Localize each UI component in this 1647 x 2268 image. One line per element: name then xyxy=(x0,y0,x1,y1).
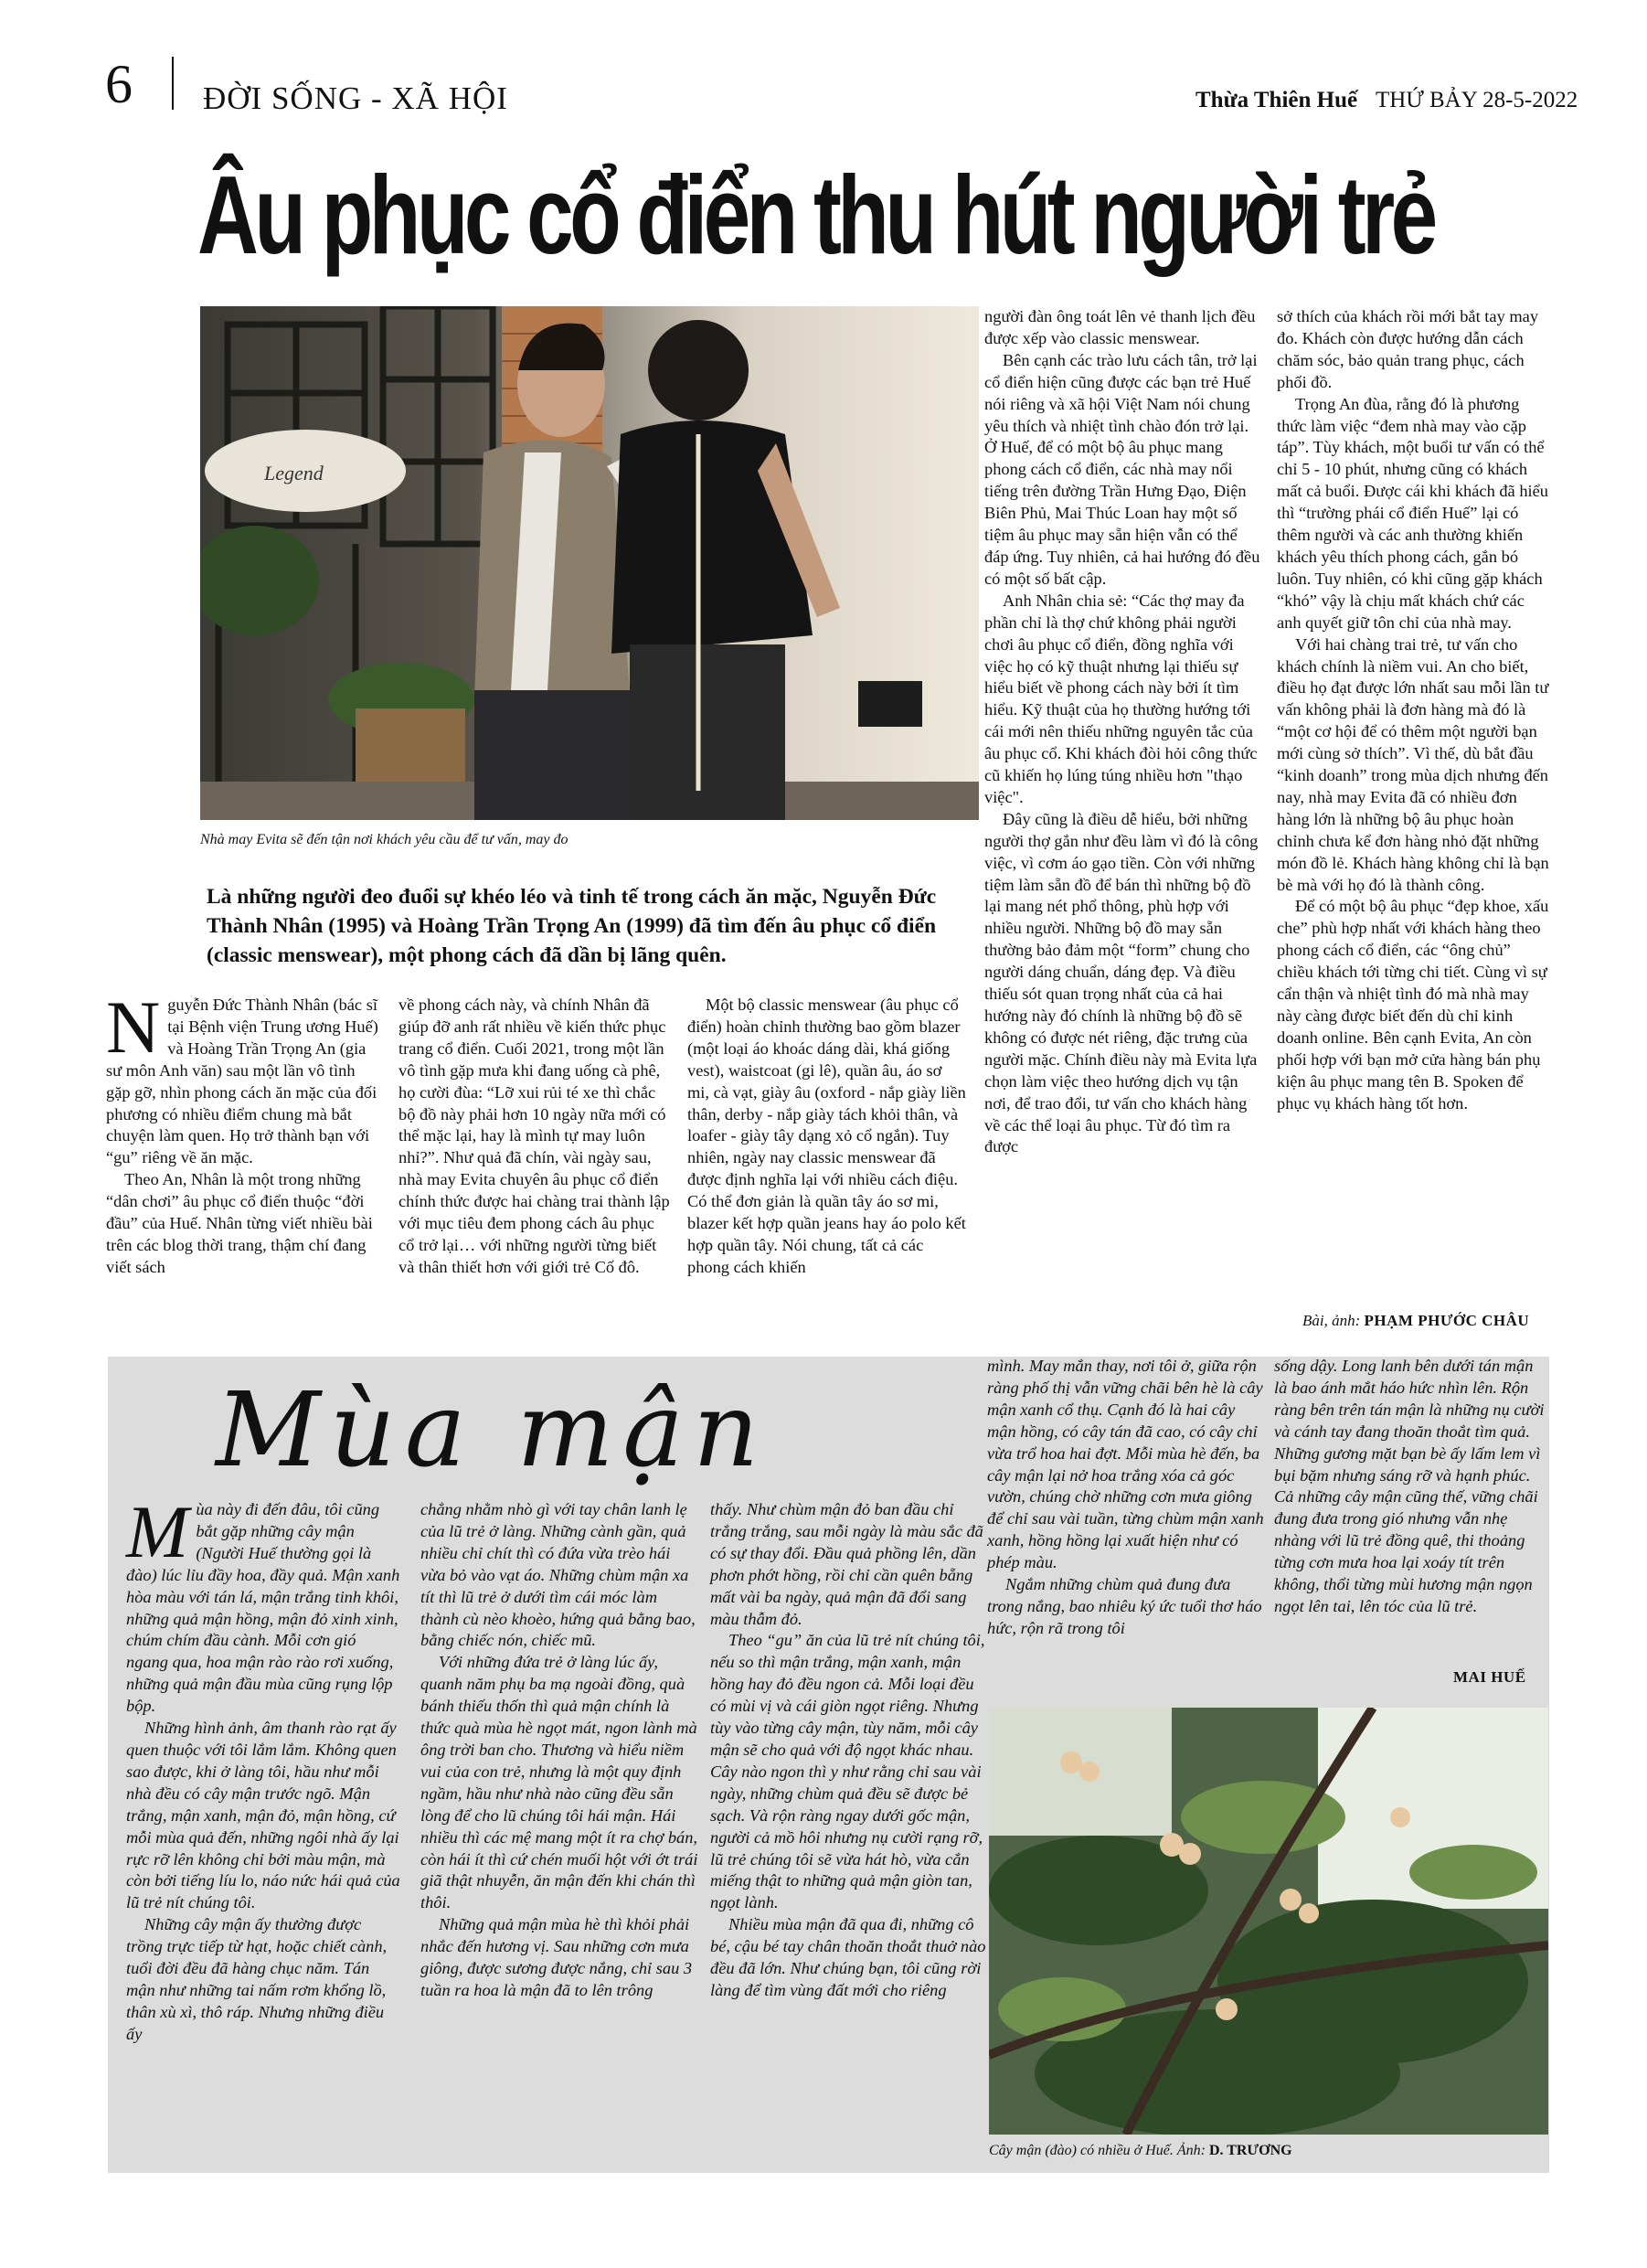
article-paragraph: về phong cách này, và chính Nhân đã giúp đỡ anh rất nhiều về kiến thức phục trang cổ điển. Cuối 2021, trong một lần vô tình gặp mưa khi đang uống cà phê, họ cười đùa: “Lỡ xui rủi té xe thì chắc bộ đồ này phải hơn 10 ngày nữa mới có thể mặc lại, hay là mình tự may luôn nhỉ?”. Như quả đã chín, vài ngày sau, nhà may Evita chuyên âu phục cổ điển chính thức được hai chàng trai thành lập với mục tiêu đem phong cách âu phục cổ trở lại… với những người từng biết và thân thiết hơn với giới trẻ Cố đô. xyxy=(398,996,670,1276)
article-paragraph: Đây cũng là điều dễ hiểu, bởi những người thợ gắn như đều làm vì đó là công việc, vì cơm áo gạo tiền. Còn với những tiệm làm sẵn đồ để bán thì những bộ đồ lại mang nét phổ thông, phù hợp với nhiều người. Những bộ đồ may sẵn thường bảo đảm một “form” chung cho người dáng chuẩn, dáng đẹp. Và điều thiếu sót quan trọng nhất của cả hai hướng này đó chính là những bộ đồ sẽ không có được nét riêng, đặc trưng của người mặc. Chính điều này mà Evita lựa chọn làm việc theo hướng dịch vụ tận nơi, để trao đổi, tư vấn cho khách hàng về các thể loại âu phục. Từ đó tìm ra được xyxy=(984,809,1259,1156)
section-title: ĐỜI SỐNG - XÃ HỘI xyxy=(203,80,508,116)
drop-cap: N xyxy=(106,985,161,1069)
feature-paragraph: Những cây mận ấy thường được trồng trực tiếp từ hạt, hoặc chiết cành, tuổi đời đều đã hàng chục năm. Tán mận như những tai nấm rơm khổng lồ, thân xù xì, thô ráp. Nhưng những điều ấy xyxy=(126,1915,388,2043)
tailor-photo-illustration xyxy=(200,306,979,820)
article-column-1 xyxy=(106,985,380,1279)
feature-column-5 xyxy=(1274,1356,1548,1618)
article-paragraph: Trọng An đùa, rằng đó là phương thức làm việc “đem nhà may vào cặp táp”. Tùy khách, một buổi tư vấn có thể chỉ 5 - 10 phút, nhưng cũng có khách mất cả buổi. Được cái khi khách đã hiểu thì “trường phái cổ điển Huế” lại có thêm người và các anh thường khiến khách yêu thích phong cách, gắn bó luôn. Tuy nhiên, có khi cũng gặp khách “khó” vậy là chịu mất khách chứ các anh quyết giữ tôn chỉ của nhà may. xyxy=(1277,394,1548,632)
feature-title: Mùa mận xyxy=(216,1371,769,1490)
article-paragraph: Một bộ classic menswear (âu phục cổ điển) hoàn chỉnh thường bao gồm blazer (một loại áo khoác dáng dài, khá giống vest), waistcoat (gi lê), quần âu, áo sơ mi, cà vạt, giày âu (oxford - nắp giày liền thân, derby - nắp giày tách khỏi thân, và loafer - giày tây dạng xỏ cổ ngắn). Tuy nhiên, ngày nay classic menswear đã được định nghĩa lại với nhiều cách điệu. Có thể đơn giản là quần tây áo sơ mi, blazer kết hợp quần jeans hay áo polo kết hợp quần tây. Nói chung, tất cả các phong cách khiến xyxy=(687,996,966,1276)
feature-paragraph: sống dậy. Long lanh bên dưới tán mận là bao ánh mắt háo hức nhìn lên. Rộn ràng bên trên tán mận là những nụ cười và cánh tay đang thoăn thoắt tìm quả. Những gương mặt bạn bè ấy lấm lem vì bụi bặm nhưng sáng rỡ và hạnh phúc. Cả những cây mận cũng thế, vững chãi đung đưa trong gió nhưng vẫn nhẹ nhàng với lũ trẻ đồng quê, thi thoảng từng cơn mưa hoa lại xoáy tít trên không, thổi từng mùi hương mận ngọn ngọt lên tai, lên tóc của lũ trẻ. xyxy=(1274,1357,1545,1615)
feature-paragraph: mình. May mắn thay, nơi tôi ở, giữa rộn ràng phố thị vẫn vững chãi bên hè là cây mận xanh cổ thụ. Cạnh đó là hai cây mận hồng, có cây tán đã cao, có cây chỉ vừa trổ hoa hai đợt. Mỗi mùa hè đến, ba cây mận lại nở hoa trắng xóa cả góc vườn, chúng chờ những cơn mưa giông để chỉ sau vài tuần, từng chùm mận xanh xanh, hồng hồng lại xuất hiện như có phép màu. xyxy=(987,1357,1264,1572)
feature-paragraph: Những hình ảnh, âm thanh rào rạt ấy quen thuộc với tôi lắm lắm. Không quen sao được, khi ở làng tôi, hầu như mỗi nhà đều có cây mận trước ngõ. Mận trắng, mận xanh, mận đỏ, mận hồng, cứ mỗi mùa quả đến, những ngôi nhà ấy lại rực rỡ lên không chỉ bởi màu mận, mà còn bởi tiếng líu lo, náo nức hái quả của lũ trẻ nít chúng tôi. xyxy=(126,1719,400,1912)
feature-paragraph: chẳng nhằm nhò gì với tay chân lanh lẹ của lũ trẻ ở làng. Những cành gần, quả nhiều chỉ chít thì có đứa vừa trèo hái vừa bỏ vào vạt áo. Những chùm mận xa tít thì lũ trẻ ở dưới tìm cái móc làm thành cù nèo khoèo, hứng quả bằng bao, bằng chiếc nón, chiếc mũ. xyxy=(420,1500,696,1650)
feature-column-1 xyxy=(126,1490,400,2046)
plum-tree-photo xyxy=(989,1708,1548,2135)
article-paragraph: Anh Nhân chia sẻ: “Các thợ may đa phần chỉ là thợ chứ không phải người chơi âu phục cổ điển, đồng nghĩa với việc họ có kỹ thuật nhưng lại thiếu sự hiểu biết về phong cách này bởi ít tìm hiểu. Kỹ thuật của họ thường hướng tới cái mới nên thiếu những nguyên tắc của âu phục cổ. Khi khách đòi hỏi công thức cũ khiến họ lúng túng nhiều hơn "thạo việc". xyxy=(984,591,1258,806)
article-paragraph: Để có một bộ âu phục “đẹp khoe, xấu che” phù hợp nhất với khách hàng theo phong cách cổ điển, các “ông chủ” chiều khách tới từng chi tiết. Cùng vì sự cẩn thận và nhiệt tình đó mà nhà may này càng được biết đến dù chỉ kinh doanh online. Bên cạnh Evita, An còn phối hợp với bạn mở cửa hàng bán phụ kiện âu phục mang tên B. Spoken để phục vụ khách hàng tốt hơn. xyxy=(1277,897,1549,1113)
page-number: 6 xyxy=(105,54,133,114)
photo-caption: Nhà may Evita sẽ đến tận nơi khách yêu cầu để tư vấn, may đo xyxy=(200,832,568,847)
feature-byline: MAI HUẾ xyxy=(1453,1668,1526,1686)
plum-tree-illustration xyxy=(989,1708,1548,2135)
header-divider xyxy=(172,57,174,110)
photo-caption: Cây mận (đào) có nhiều ở Huế. Ảnh: D. TRƯƠNG xyxy=(989,2143,1292,2158)
drop-cap: M xyxy=(126,1490,189,1573)
issue-date: THỨ BẢY 28-5-2022 xyxy=(1376,88,1578,112)
feature-paragraph: Nhiều mùa mận đã qua đi, những cô bé, cậu bé tay chân thoăn thoắt thuở nào đều đã lớn. Như chúng bạn, tôi cũng rời làng để tìm vùng đất mới cho riêng xyxy=(710,1915,986,1999)
feature-column-3 xyxy=(710,1499,989,2002)
article-lead: Là những người đeo đuổi sự khéo léo và tinh tế trong cách ăn mặc, Nguyễn Đức Thành Nhân (1995) và Hoàng Trần Trọng An (1999) đã tìm đến âu phục cổ điển (classic menswear), một phong cách đã dần bị lãng quên. xyxy=(207,885,937,967)
article-byline: Bài, ảnh: PHẠM PHƯỚC CHÂU xyxy=(1302,1312,1530,1329)
feature-paragraph: thấy. Như chùm mận đỏ ban đầu chỉ trắng trắng, sau mỗi ngày là màu sắc đã có sự thay đổi. Đầu quả phồng lên, dần phơn phớt hồng, rồi chỉ cần quên bẵng mất vài ba ngày, quả mận đã đổi sang màu thẫm đỏ. xyxy=(710,1500,983,1628)
article-paragraph: Bên cạnh các trào lưu cách tân, trở lại cổ điển hiện cũng được các bạn trẻ Huế nói riêng và xã hội Việt Nam nói chung yêu thích và nhiệt tình chào đón trở lại. Ở Huế, để có một bộ âu phục mang phong cách cổ điển, các nhà may nổi tiếng trên đường Trần Hưng Đạo, Điện Biên Phủ, Mai Thúc Loan hay một số tiệm âu phục may sẵn hiện vẫn có thể đáp ứng. Tuy nhiên, cả hai hướng đó đều có một số bất cập. xyxy=(984,350,1260,588)
article-paragraph: Nguyễn Đức Thành Nhân (bác sĩ tại Bệnh viện Trung ương Huế) và Hoàng Trần Trọng An (gia sư môn Anh văn) sau một lần vô tình gặp gỡ, nhìn phong cách ăn mặc của đối phương có nhiều điểm chung mà bắt chuyện làm quen. Họ trở thành bạn với “gu” riêng về ăn mặc. xyxy=(106,985,378,1167)
feature-column-2 xyxy=(420,1499,699,2002)
feature-paragraph: Ngắm những chùm quả đung đưa trong nắng, bao nhiêu ký ức tuổi thơ háo hức, rộn rã trong tôi xyxy=(987,1575,1262,1637)
article-column-2 xyxy=(398,995,673,1279)
feature-column-4 xyxy=(987,1356,1266,1640)
feature-paragraph: Mùa này đi đến đâu, tôi cũng bắt gặp những cây mận (Người Huế thường gọi là đào) lúc lỉu đầy hoa, đầy quả. Mận xanh hòa màu với tán lá, mận trắng tinh khôi, những quả mận hồng, mận đỏ xinh xinh, chúm chím đầu cành. Mỗi cơn gió ngang qua, hoa mận rào rào rơi xuống, những quả mận đầu mùa cũng rụng lộp bộp. xyxy=(126,1490,400,1716)
feature-paragraph: Với những đứa trẻ ở làng lúc ấy, quanh năm phụ ba mạ ngoài đồng, quà bánh thiếu thốn thì quả mận chính là thức quà mùa hè ngọt mát, ngon lành mà ông trời ban cho. Thương và hiểu niềm vui của con trẻ, nhưng là một quy định ngầm, hầu như nhà nào cũng đều sẵn lòng để cho lũ chúng tôi hái mận. Hái nhiều thì các mệ mang một ít ra chợ bán, còn hái ít thì cứ chén muối hột với ớt trái giã thật nhuyễn, ăn mận đến khi chán thì thôi. xyxy=(420,1653,698,1912)
article-paragraph: Với hai chàng trai trẻ, tư vấn cho khách chính là niềm vui. An cho biết, điều họ đạt được lớn nhất sau mỗi lần tư vấn không phải là đơn hàng mà đó là “một cơ hội để có thêm một người bạn mới cùng sở thích”. Vì thế, dù bắt đầu “kinh doanh” trong mùa dịch nhưng đến nay, nhà may Evita đã có nhiều đơn hàng lớn là những bộ âu phục hoàn chỉnh chưa kể đơn hàng nhỏ đặt những món đồ lẻ. Khách hàng không chỉ là bạn bè mà với họ đó là thành công. xyxy=(1277,634,1549,894)
svg-text:Legend: Legend xyxy=(264,462,324,484)
newspaper-name: Thừa Thiên Huế xyxy=(1195,88,1358,112)
article-paragraph: sở thích của khách rồi mới bắt tay may đo. Khách còn được hướng dẫn cách chăm sóc, bảo quản trang phục, cách phối đồ. xyxy=(1277,307,1539,391)
tailor-measuring-photo xyxy=(200,306,979,820)
article-headline: Âu phục cổ điển thu hút người trẻ xyxy=(197,153,1434,277)
article-paragraph: Theo An, Nhân là một trong những “dân chơi” âu phục cổ điển thuộc “đời đầu” của Huế. Nhân từng viết nhiều bài trên các blog thời trang, thậm chí đang viết sách xyxy=(106,1170,373,1276)
feature-paragraph: Theo “gu” ăn của lũ trẻ nít chúng tôi, nếu so thì mận trắng, mận xanh, mận hồng hay đỏ đều ngon cả. Mỗi loại đều có mùi vị và cái giòn ngọt riêng. Nhưng tùy vào từng cây mận, tùy năm, mỗi cây mận sẽ cho quả với độ ngọt khác nhau. Cây nào ngon thì y như rằng chỉ sau vài ngày, những chùm quả đều sẽ được bẻ sạch. Và rộn ràng ngay dưới gốc mận, người cả mồ hôi nhưng nụ cười rạng rỡ, lũ trẻ chúng tôi sẽ vừa hát hò, vừa cắn miếng thật to những quả mận giòn tan, ngọt lành. xyxy=(710,1631,985,1912)
article-column-5 xyxy=(1277,306,1549,1115)
article-column-4 xyxy=(984,306,1264,1158)
article-paragraph: người đàn ông toát lên vẻ thanh lịch đều được xếp vào classic menswear. xyxy=(984,307,1256,347)
feature-paragraph: Những quả mận mùa hè thì khỏi phải nhắc đến hương vị. Sau những cơn mưa giông, được sương được nắng, chỉ sau 3 tuần ra hoa là mận đã to lên trông xyxy=(420,1915,693,1999)
article-column-3 xyxy=(687,995,966,1279)
